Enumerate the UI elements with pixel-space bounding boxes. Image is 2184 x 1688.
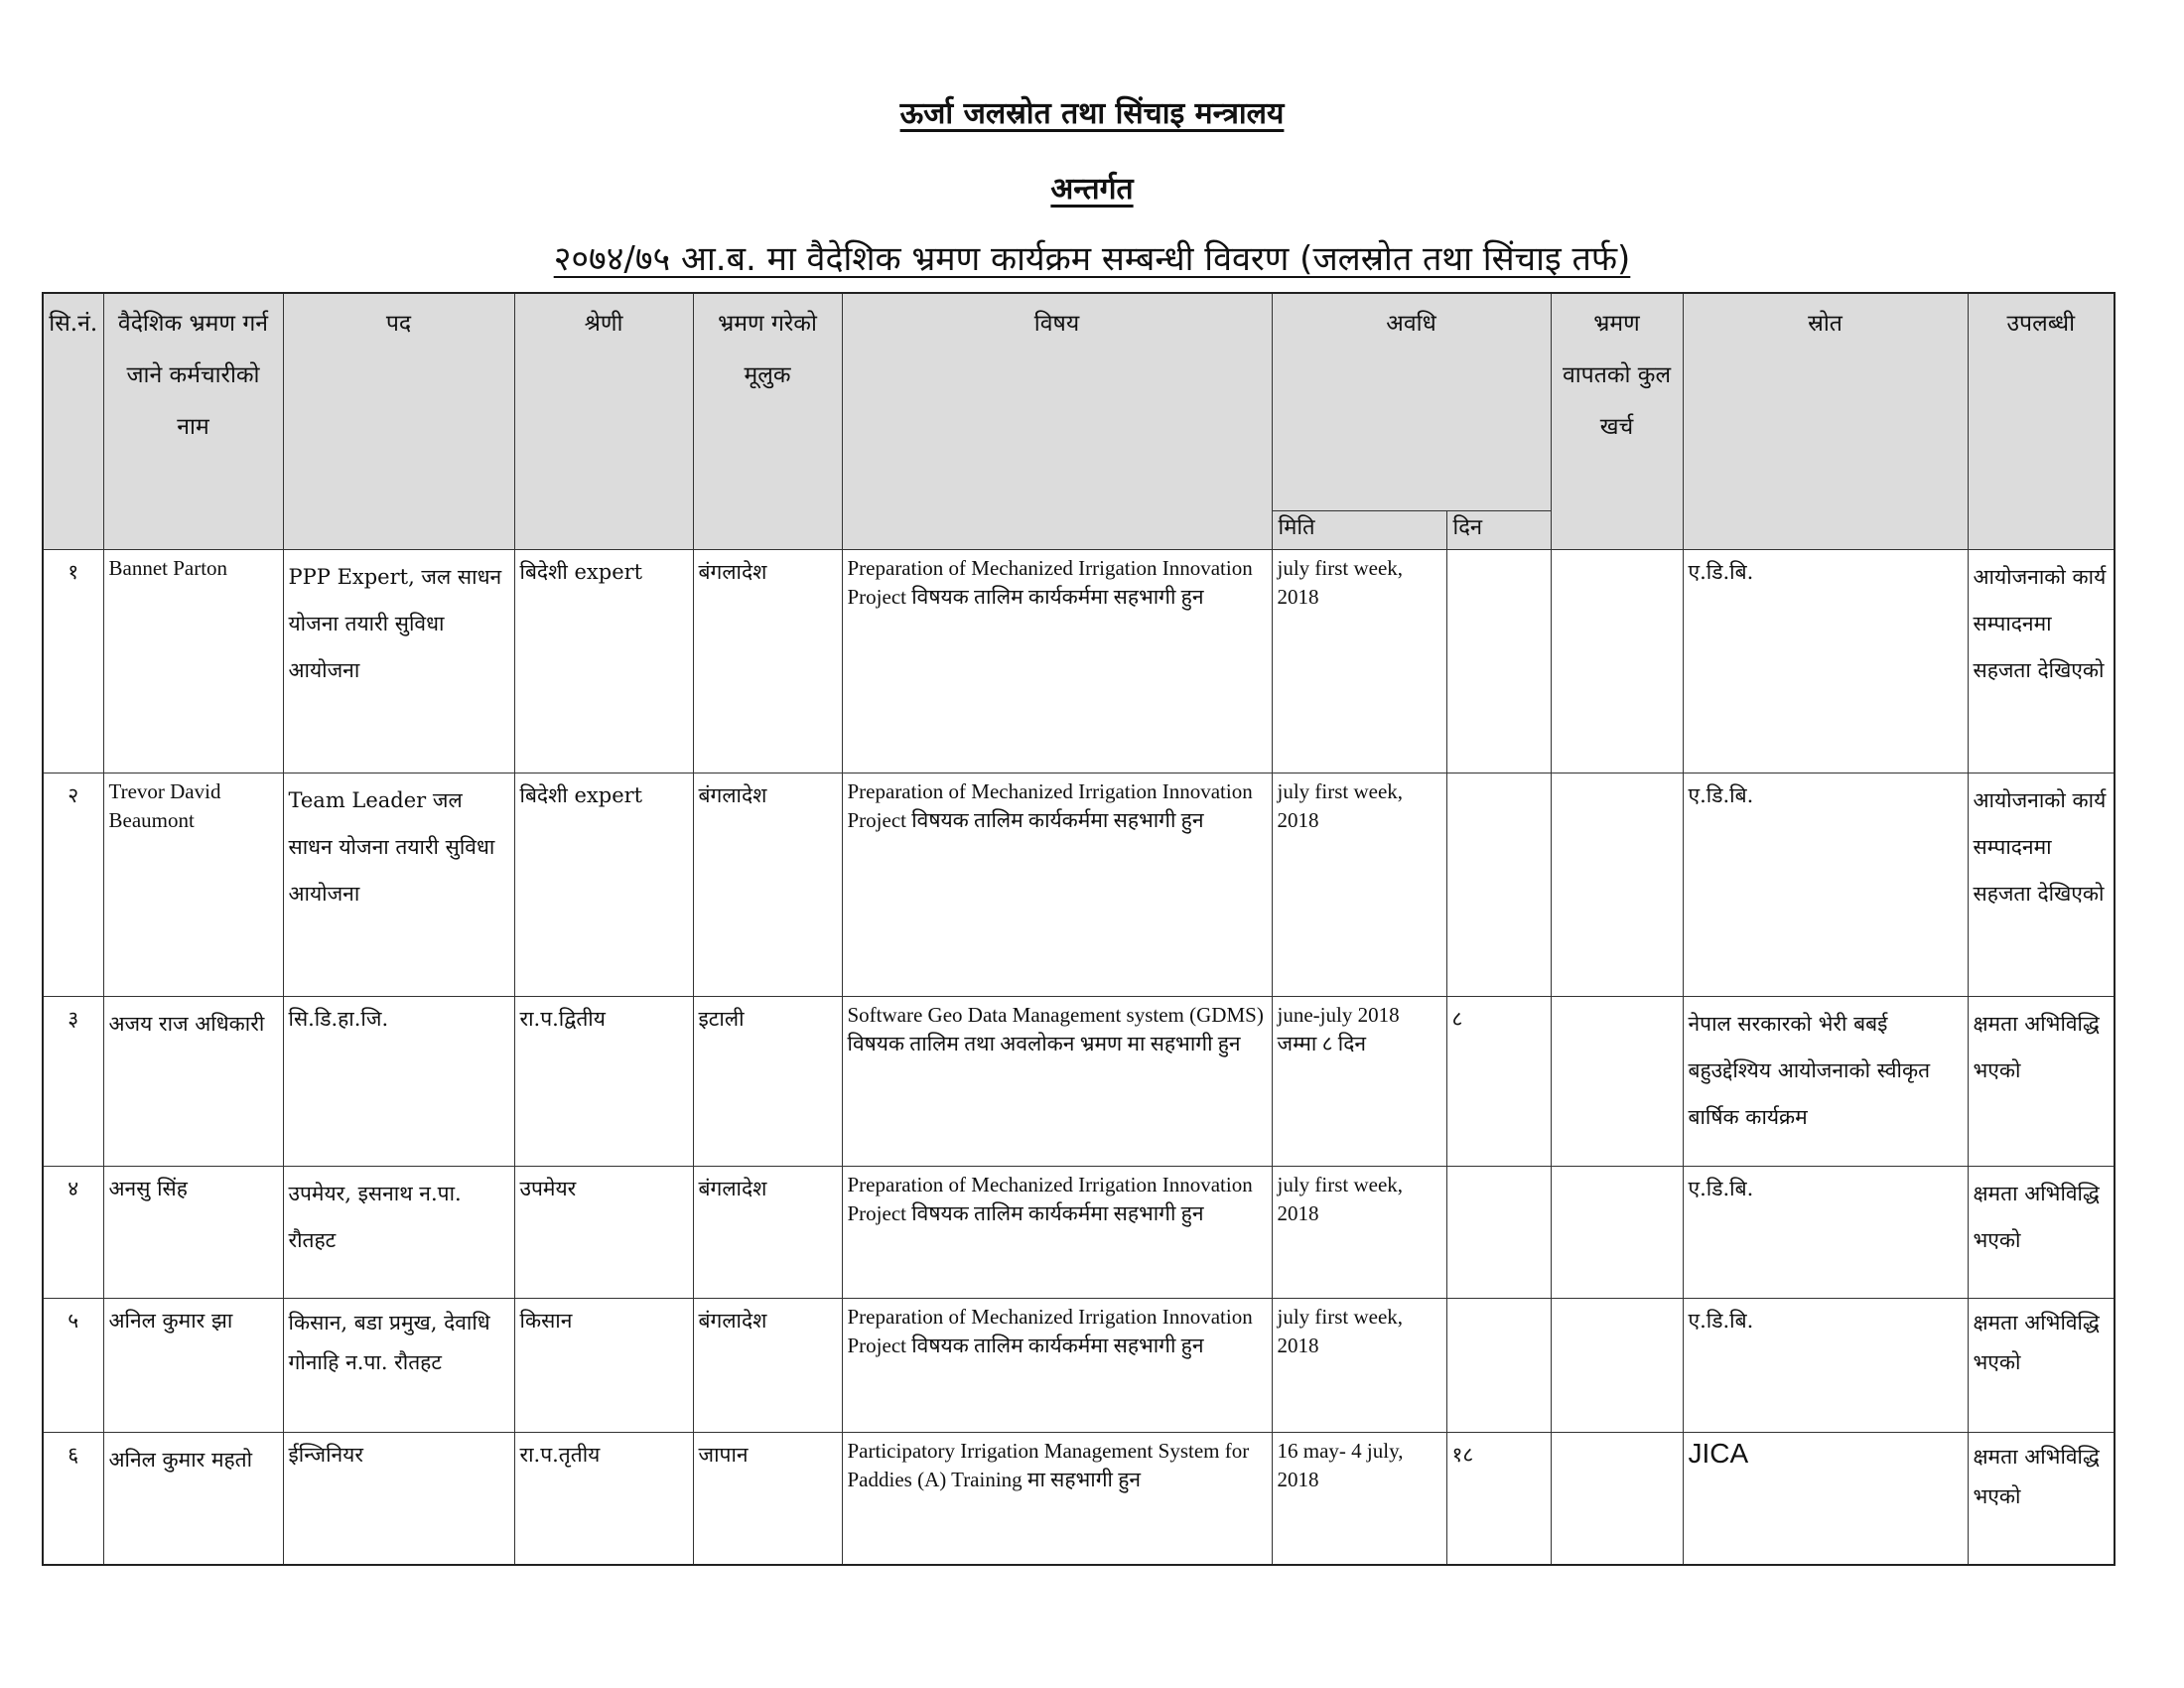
cell-level: उपमेयर — [514, 1167, 693, 1299]
cell-sn: २ — [43, 774, 103, 997]
cell-country: बंगलादेश — [693, 774, 842, 997]
col-header-country: भ्रमण गरेको मूलुक — [693, 293, 842, 550]
cell-subject: Preparation of Mechanized Irrigation Innovation Project विषयक तालिम कार्यकर्ममा सहभागी हुन — [842, 1299, 1272, 1433]
cell-source: ए.डि.बि. — [1683, 550, 1968, 774]
table-row — [43, 1167, 2115, 1299]
cell-level: बिदेशी expert — [514, 774, 693, 997]
ministry-heading: ऊर्जा जलस्रोत तथा सिंचाइ मन्त्रालय — [899, 96, 1285, 131]
cell-date: july first week, 2018 — [1272, 1167, 1446, 1299]
cell-cost — [1551, 997, 1683, 1167]
cell-post: उपमेयर, इसनाथ न.पा. रौतहट — [283, 1167, 514, 1299]
col-header-achievement: उपलब्धी — [1968, 293, 2115, 550]
col-header-days: दिन — [1446, 511, 1551, 550]
table-row — [43, 774, 2115, 997]
cell-source: नेपाल सरकारको भेरी बबई बहुउद्देश्यिय आयोजनाको स्वीकृत बार्षिक कार्यक्रम — [1683, 997, 1968, 1167]
cell-subject: Preparation of Mechanized Irrigation Innovation Project विषयक तालिम कार्यकर्ममा सहभागी हुन — [842, 1167, 1272, 1299]
under-heading: अन्तर्गत — [1050, 172, 1134, 207]
cell-cost — [1551, 774, 1683, 997]
cell-country: इटाली — [693, 997, 842, 1167]
cell-name: अनसु सिंह — [103, 1167, 283, 1299]
cell-days: ८ — [1446, 997, 1551, 1167]
cell-source: ए.डि.बि. — [1683, 1299, 1968, 1433]
cell-sn: १ — [43, 550, 103, 774]
cell-date: july first week, 2018 — [1272, 1299, 1446, 1433]
col-header-level: श्रेणी — [514, 293, 693, 550]
cell-date: july first week, 2018 — [1272, 550, 1446, 774]
cell-sn: ६ — [43, 1433, 103, 1566]
cell-subject: Preparation of Mechanized Irrigation Innovation Project विषयक तालिम कार्यकर्ममा सहभागी हुन — [842, 550, 1272, 774]
cell-cost — [1551, 1167, 1683, 1299]
cell-level: बिदेशी expert — [514, 550, 693, 774]
cell-subject: Software Geo Data Management system (GDMS) विषयक तालिम तथा अवलोकन भ्रमण मा सहभागी हुन — [842, 997, 1272, 1167]
col-header-subject: विषय — [842, 293, 1272, 550]
cell-country: बंगलादेश — [693, 550, 842, 774]
cell-name: Trevor David Beaumont — [103, 774, 283, 997]
cell-date: 16 may- 4 july, 2018 — [1272, 1433, 1446, 1566]
col-header-sn: सि.नं. — [43, 293, 103, 550]
cell-date: july first week, 2018 — [1272, 774, 1446, 997]
cell-days — [1446, 1167, 1551, 1299]
cell-date: june-july 2018 जम्मा ८ दिन — [1272, 997, 1446, 1167]
table-row — [43, 1433, 2115, 1566]
col-header-post: पद — [283, 293, 514, 550]
cell-name: Bannet Parton — [103, 550, 283, 774]
cell-achievement: क्षमता अभिविद्धि भएको — [1968, 997, 2115, 1167]
cell-level: किसान — [514, 1299, 693, 1433]
cell-post: Team Leader जल साधन योजना तयारी सुविधा आयोजना — [283, 774, 514, 997]
cell-source: ए.डि.बि. — [1683, 1167, 1968, 1299]
col-header-source: स्रोत — [1683, 293, 1968, 550]
cell-post: ईन्जिनियर — [283, 1433, 514, 1566]
cell-post: PPP Expert, जल साधन योजना तयारी सुविधा आयोजना — [283, 550, 514, 774]
cell-country: बंगलादेश — [693, 1299, 842, 1433]
cell-post: सि.डि.हा.जि. — [283, 997, 514, 1167]
cell-subject: Preparation of Mechanized Irrigation Innovation Project विषयक तालिम कार्यकर्ममा सहभागी हुन — [842, 774, 1272, 997]
cell-level: रा.प.तृतीय — [514, 1433, 693, 1566]
cell-source: ए.डि.बि. — [1683, 774, 1968, 997]
cell-achievement: आयोजनाको कार्य सम्पादनमा सहजता देखिएको — [1968, 550, 2115, 774]
col-header-date: मिति — [1272, 511, 1446, 550]
cell-name: अनिल कुमार झा — [103, 1299, 283, 1433]
col-header-duration: अवधि — [1272, 293, 1551, 511]
cell-achievement: क्षमता अभिविद्धि भएको — [1968, 1299, 2115, 1433]
report-title: २०७४/७५ आ.ब. मा वैदेशिक भ्रमण कार्यक्रम सम्बन्धी विवरण (जलस्रोत तथा सिंचाइ तर्फ) — [553, 239, 1631, 279]
cell-cost — [1551, 1433, 1683, 1566]
cell-name: अनिल कुमार महतो — [103, 1433, 283, 1566]
cell-source: JICA — [1683, 1433, 1968, 1566]
cell-days — [1446, 550, 1551, 774]
cell-country: जापान — [693, 1433, 842, 1566]
table-row — [43, 997, 2115, 1167]
cell-level: रा.प.द्वितीय — [514, 997, 693, 1167]
table-row — [43, 1299, 2115, 1433]
cell-sn: ३ — [43, 997, 103, 1167]
cell-achievement: क्षमता अभिविद्धि भएको — [1968, 1167, 2115, 1299]
travel-table — [42, 292, 2116, 1566]
cell-achievement: क्षमता अभिविद्धि भएको — [1968, 1433, 2115, 1566]
cell-days — [1446, 774, 1551, 997]
cell-days — [1446, 1299, 1551, 1433]
cell-sn: ५ — [43, 1299, 103, 1433]
col-header-cost: भ्रमण वापतको कुल खर्च — [1551, 293, 1683, 550]
cell-subject: Participatory Irrigation Management System for Paddies (A) Training मा सहभागी हुन — [842, 1433, 1272, 1566]
cell-sn: ४ — [43, 1167, 103, 1299]
cell-country: बंगलादेश — [693, 1167, 842, 1299]
cell-days: १८ — [1446, 1433, 1551, 1566]
cell-post: किसान, बडा प्रमुख, देवाधि गोनाहि न.पा. रौतहट — [283, 1299, 514, 1433]
table-row — [43, 550, 2115, 774]
cell-name: अजय राज अधिकारी — [103, 997, 283, 1167]
cell-cost — [1551, 1299, 1683, 1433]
cell-achievement: आयोजनाको कार्य सम्पादनमा सहजता देखिएको — [1968, 774, 2115, 997]
col-header-name: वैदेशिक भ्रमण गर्न जाने कर्मचारीको नाम — [103, 293, 283, 550]
cell-cost — [1551, 550, 1683, 774]
